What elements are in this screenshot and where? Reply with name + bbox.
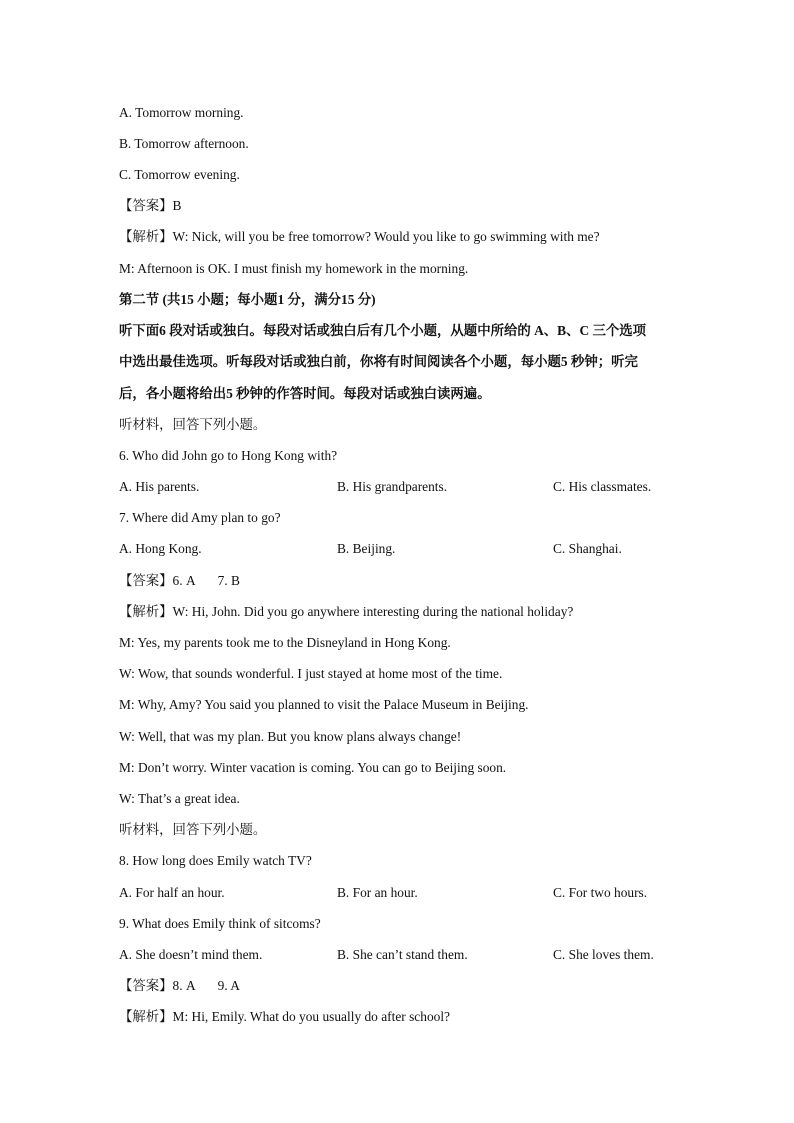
transcript-line-1: 【解析】W: Hi, John. Did you go anywhere interesting during the national holiday?	[119, 604, 574, 619]
group2-answer-first: 【答案】8. A	[119, 978, 196, 993]
group1-answer-first: 【答案】6. A	[119, 573, 196, 588]
q8-option-c: C. For two hours.	[553, 885, 648, 900]
q9-question: 9. What does Emily think of sitcoms?	[119, 916, 321, 931]
transcript-line-3: W: Wow, that sounds wonderful. I just stayed at home most of the time.	[119, 666, 503, 681]
section-instructions-line-3: 后，各小题将给出5 秒钟的作答时间。每段对话或独白读两遍。	[119, 386, 491, 401]
group2-answer	[119, 977, 684, 995]
q5-option-a: A. Tomorrow morning.	[119, 105, 244, 120]
transcript-line-5: W: Well, that was my plan. But you know plans always change!	[119, 729, 462, 744]
q6-option-b: B. His grandparents.	[337, 479, 448, 494]
group1-answer-second: 7. B	[217, 573, 240, 588]
q7-option-b: B. Beijing.	[337, 541, 396, 556]
q7-option-a: A. Hong Kong.	[119, 541, 202, 556]
q9-option-c: C. She loves them.	[553, 947, 654, 962]
group2-transcript-line-1: 【解析】M: Hi, Emily. What do you usually do after school?	[119, 1009, 450, 1024]
q9-option-a: A. She doesn’t mind them.	[119, 947, 263, 962]
transcript-line-2: M: Yes, my parents took me to the Disneyland in Hong Kong.	[119, 635, 451, 650]
group1-prompt: 听材料，回答下列小题。	[119, 417, 267, 432]
section-instructions-line-1: 听下面6 段对话或独白。每段对话或独白后有几个小题，从题中所给的 A、B、C 三个选项	[119, 323, 647, 338]
q7-option-c: C. Shanghai.	[553, 541, 622, 556]
section-heading: 第二节 (共15 小题；每小题1 分，满分15 分)	[119, 292, 376, 307]
q5-option-c: C. Tomorrow evening.	[119, 167, 240, 182]
q8-option-b: B. For an hour.	[337, 885, 418, 900]
group2-answer-second: 9. A	[217, 978, 240, 993]
transcript-line-6: M: Don’t worry. Winter vacation is coming. You can go to Beijing soon.	[119, 760, 507, 775]
q8-option-a: A. For half an hour.	[119, 885, 225, 900]
q9-option-b: B. She can’t stand them.	[337, 947, 468, 962]
transcript-line-7: W: That’s a great idea.	[119, 791, 240, 806]
q5-analysis-line-1: 【解析】W: Nick, will you be free tomorrow? Would you like to go swimming with me?	[119, 229, 600, 244]
section-instructions-line-2: 中选出最佳选项。听每段对话或独白前，你将有时间阅读各个小题，每小题5 秒钟；听完	[119, 354, 638, 369]
q5-option-b: B. Tomorrow afternoon.	[119, 136, 249, 151]
q8-question: 8. How long does Emily watch TV?	[119, 853, 312, 868]
q6-option-c: C. His classmates.	[553, 479, 652, 494]
q6-question: 6. Who did John go to Hong Kong with?	[119, 448, 338, 463]
group1-answer	[119, 572, 684, 590]
q5-analysis-line-2: M: Afternoon is OK. I must finish my homework in the morning.	[119, 261, 469, 276]
q5-answer: 【答案】B	[119, 198, 182, 213]
group2-prompt: 听材料，回答下列小题。	[119, 822, 267, 837]
q7-question: 7. Where did Amy plan to go?	[119, 510, 281, 525]
transcript-line-4: M: Why, Amy? You said you planned to visit the Palace Museum in Beijing.	[119, 697, 529, 712]
q6-option-a: A. His parents.	[119, 479, 200, 494]
